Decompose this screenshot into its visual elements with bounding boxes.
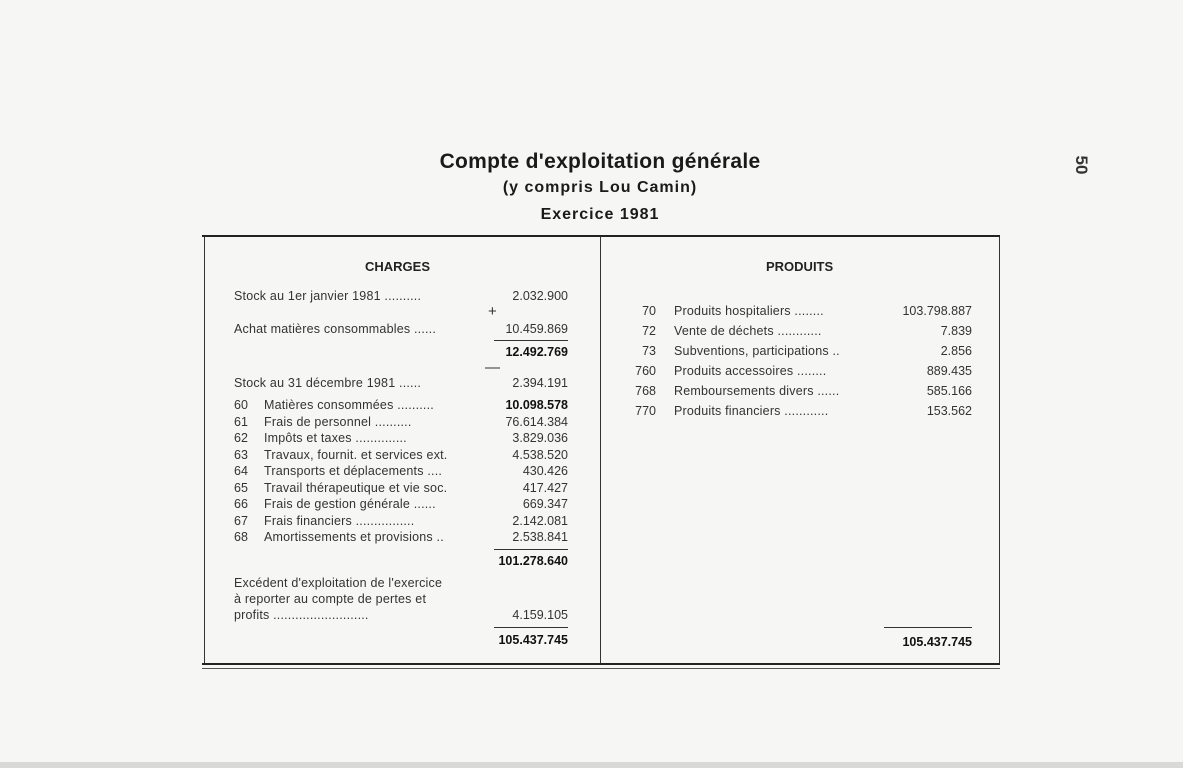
charges-subtotal-row <box>234 345 568 361</box>
surplus-line <box>234 592 568 608</box>
items-total-rule <box>494 549 568 550</box>
purchases-label: Achat matières consommables ...... <box>234 322 437 336</box>
item-value: 889.435 <box>926 364 972 378</box>
produits-item-row <box>626 364 972 380</box>
item-label: Produits financiers ............ <box>674 404 829 418</box>
charges-grand-total-row <box>234 633 568 649</box>
produits-item-row <box>626 304 972 320</box>
produits-grand-total-value: 105.437.745 <box>902 635 972 649</box>
charges-item-row <box>234 398 568 414</box>
item-label: Frais de personnel .......... <box>264 414 412 429</box>
subtotal-rule <box>494 340 568 341</box>
ledger-left-border <box>204 237 205 663</box>
item-value: 417.427 <box>522 480 568 495</box>
item-label: Frais financiers ................ <box>264 513 415 528</box>
item-code: 63 <box>234 447 248 462</box>
items-total-value: 101.278.640 <box>498 554 568 568</box>
charges-item-row <box>234 497 568 513</box>
charges-item-row <box>234 464 568 480</box>
item-code: 70 <box>642 304 656 318</box>
item-value: 669.347 <box>522 497 568 511</box>
item-code: 770 <box>635 404 656 418</box>
surplus-line <box>234 608 568 624</box>
item-label: Travaux, fournit. et services ext. <box>264 447 448 462</box>
produits-heading: PRODUITS <box>766 259 834 274</box>
item-label: Subventions, participations .. <box>674 344 840 358</box>
item-label: Travail thérapeutique et vie soc. <box>264 480 448 495</box>
page-bottom-edge <box>0 762 1183 768</box>
item-value: 103.798.887 <box>902 304 972 318</box>
item-value: 430.426 <box>522 464 568 478</box>
charges-heading: CHARGES <box>365 259 431 274</box>
item-code: 67 <box>234 513 248 528</box>
item-code: 72 <box>642 324 656 338</box>
item-value: 585.166 <box>926 384 972 398</box>
charges-item-row <box>234 530 568 546</box>
item-label: Impôts et taxes .............. <box>264 431 407 445</box>
item-label: Produits accessoires ........ <box>674 364 827 378</box>
stock-end-label: Stock au 31 décembre 1981 ...... <box>234 376 422 390</box>
produits-item-row <box>626 384 972 400</box>
item-code: 66 <box>234 497 248 511</box>
item-code: 61 <box>234 414 248 429</box>
charges-item-row <box>234 481 568 497</box>
item-code: 760 <box>635 364 656 378</box>
item-label: Produits hospitaliers ........ <box>674 304 824 318</box>
surplus-text-3: profits .......................... <box>234 608 369 622</box>
charges-item-row <box>234 431 568 447</box>
ledger-right-border <box>999 237 1000 663</box>
surplus-value: 4.159.105 <box>512 608 568 622</box>
item-label: Frais de gestion générale ...... <box>264 497 436 511</box>
page-subtitle: (y compris Lou Camin) <box>502 179 698 196</box>
item-label: Remboursements divers ...... <box>674 384 840 398</box>
item-code: 60 <box>234 398 248 412</box>
item-label: Transports et déplacements .... <box>264 464 443 478</box>
stock-start-value: 2.032.900 <box>512 289 568 303</box>
item-code: 73 <box>642 344 656 358</box>
item-code: 65 <box>234 480 248 495</box>
charges-grand-total-value: 105.437.745 <box>498 633 568 647</box>
exercise-year: Exercice 1981 <box>540 206 660 223</box>
item-value: 153.562 <box>926 404 972 418</box>
item-value: 2.538.841 <box>512 530 568 544</box>
produits-item-row <box>626 404 972 420</box>
item-label: Amortissements et provisions .. <box>264 530 444 544</box>
plus-sign: + <box>488 303 497 320</box>
item-value: 2.142.081 <box>512 513 568 528</box>
stock-start-label: Stock au 1er janvier 1981 .......... <box>234 289 422 303</box>
purchases-value: 10.459.869 <box>505 322 568 336</box>
item-value: 4.538.520 <box>512 447 568 462</box>
subtotal-value: 12.492.769 <box>505 345 568 359</box>
item-code: 62 <box>234 431 248 445</box>
produits-grand-total-row <box>626 635 972 651</box>
charges-purchases-row <box>234 322 568 338</box>
surplus-text-2: à reporter au compte de pertes et <box>234 592 427 606</box>
surplus-line <box>234 576 568 592</box>
charges-item-row <box>234 448 568 464</box>
item-value: 76.614.384 <box>505 414 568 429</box>
charges-item-row <box>234 514 568 530</box>
stock-end-value: 2.394.191 <box>512 376 568 390</box>
item-code: 64 <box>234 464 248 478</box>
ledger-bottom-double-rule <box>202 668 1000 669</box>
item-value: 3.829.036 <box>512 431 568 445</box>
produits-item-row <box>626 324 972 340</box>
account-ledger <box>202 235 1000 665</box>
item-value: 10.098.578 <box>505 398 568 412</box>
minus-sign: — <box>485 359 500 376</box>
item-label: Vente de déchets ............ <box>674 324 822 338</box>
charges-stock-end-row <box>234 376 568 392</box>
produits-item-row <box>626 344 972 360</box>
item-value: 2.856 <box>940 344 972 358</box>
item-code: 768 <box>635 384 656 398</box>
produits-grand-total-rule <box>884 627 972 628</box>
surplus-text-1: Excédent d'exploitation de l'exercice <box>234 576 443 590</box>
charges-grand-total-rule <box>494 627 568 628</box>
item-code: 68 <box>234 530 248 544</box>
charges-items-total-row <box>234 554 568 570</box>
page-number: 50 <box>1072 155 1091 175</box>
item-value: 7.839 <box>940 324 972 338</box>
charges-stock-start-row <box>234 289 568 305</box>
ledger-center-divider <box>600 237 601 663</box>
item-label: Matières consommées .......... <box>264 398 434 412</box>
page-title: Compte d'exploitation générale <box>439 150 761 173</box>
charges-item-row <box>234 415 568 431</box>
